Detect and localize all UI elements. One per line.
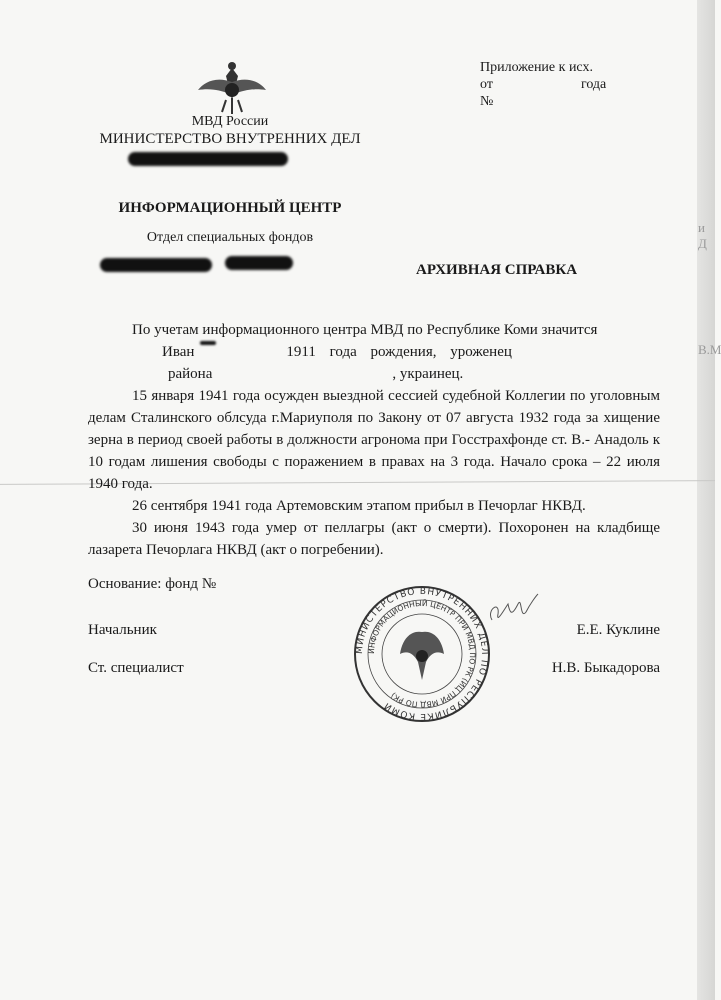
birth-info: 1911 года рождения, уроженец (286, 344, 512, 360)
agency-short: МВД России (191, 114, 269, 129)
redaction (225, 256, 293, 270)
attachment-block (480, 59, 606, 110)
body-line-3-row (88, 363, 660, 385)
mvd-emblem-icon (196, 60, 268, 116)
department-name: Отдел специальных фондов (146, 230, 314, 245)
from-label: от (480, 77, 493, 92)
body-line-1: По учетам информационного центра МВД по Республике Коми значится (132, 322, 598, 338)
sentence-paragraph: 15 января 1941 года осужден выездной сессией судебной Коллегии по уголовным делам Сталинского облсуда г.Мариуполя по Закону от 07 августа 1932 года за хищение зерна в период своей работы в должности агронома при Госстрахфонде ст. В.- Анадоль к 10 годам лишения свободы с поражением в правах на 3 года. Начало срока – 22 июля 1940 года. (88, 388, 660, 492)
page-edge (697, 0, 715, 1000)
eagle-emblem-icon (400, 632, 444, 680)
signatory-role-2: Ст. специалист (88, 660, 184, 676)
center-name: ИНФОРМАЦИОННЫЙ ЦЕНТР (118, 200, 342, 216)
redaction (200, 341, 216, 345)
person-name: Иван (162, 344, 195, 360)
stamp-outer-text: МИНИСТЕРСТВО ВНУТРЕННИХ ДЕЛ ПО РЕСПУБЛИКЕ КОМИ (354, 586, 490, 722)
death-paragraph: 30 июня 1943 года умер от пеллагры (акт о смерти). Похоронен на кладбище лазарета Печорлага НКВД (акт о погребении). (88, 520, 660, 558)
district-label: района (168, 366, 213, 382)
redaction (100, 258, 212, 272)
bleed-through-text: и Д (698, 220, 707, 251)
body-line-2-row (88, 341, 660, 363)
signatory-name-1: Е.Е. Куклине (576, 622, 660, 638)
nationality: , украинец. (392, 366, 464, 382)
number-label: № (480, 94, 494, 109)
ministry-name: МИНИСТЕРСТВО ВНУТРЕННИХ ДЕЛ (99, 131, 361, 147)
year-label: года (580, 77, 607, 92)
bleed-through-text: В.М (698, 342, 721, 357)
body-line-1-row (88, 319, 660, 341)
arrival-paragraph: 26 сентября 1941 года Артемовским этапом прибыл в Печорлаг НКВД. (132, 498, 586, 514)
redaction (128, 152, 288, 166)
signatory-role-1: Начальник (88, 622, 157, 638)
official-stamp (352, 584, 492, 724)
basis-line: Основание: фонд № (88, 576, 217, 592)
stamp-inner-text: ИНФОРМАЦИОННЫЙ ЦЕНТР ПРИ МВД ПО РК (ИЦ ПРИ МВД ПО РК) (366, 598, 478, 710)
document-title: АРХИВНАЯ СПРАВКА (416, 262, 578, 278)
signatory-name-2: Н.В. Быкадорова (551, 660, 660, 676)
attachment-label: Приложение к исх. (480, 60, 593, 75)
